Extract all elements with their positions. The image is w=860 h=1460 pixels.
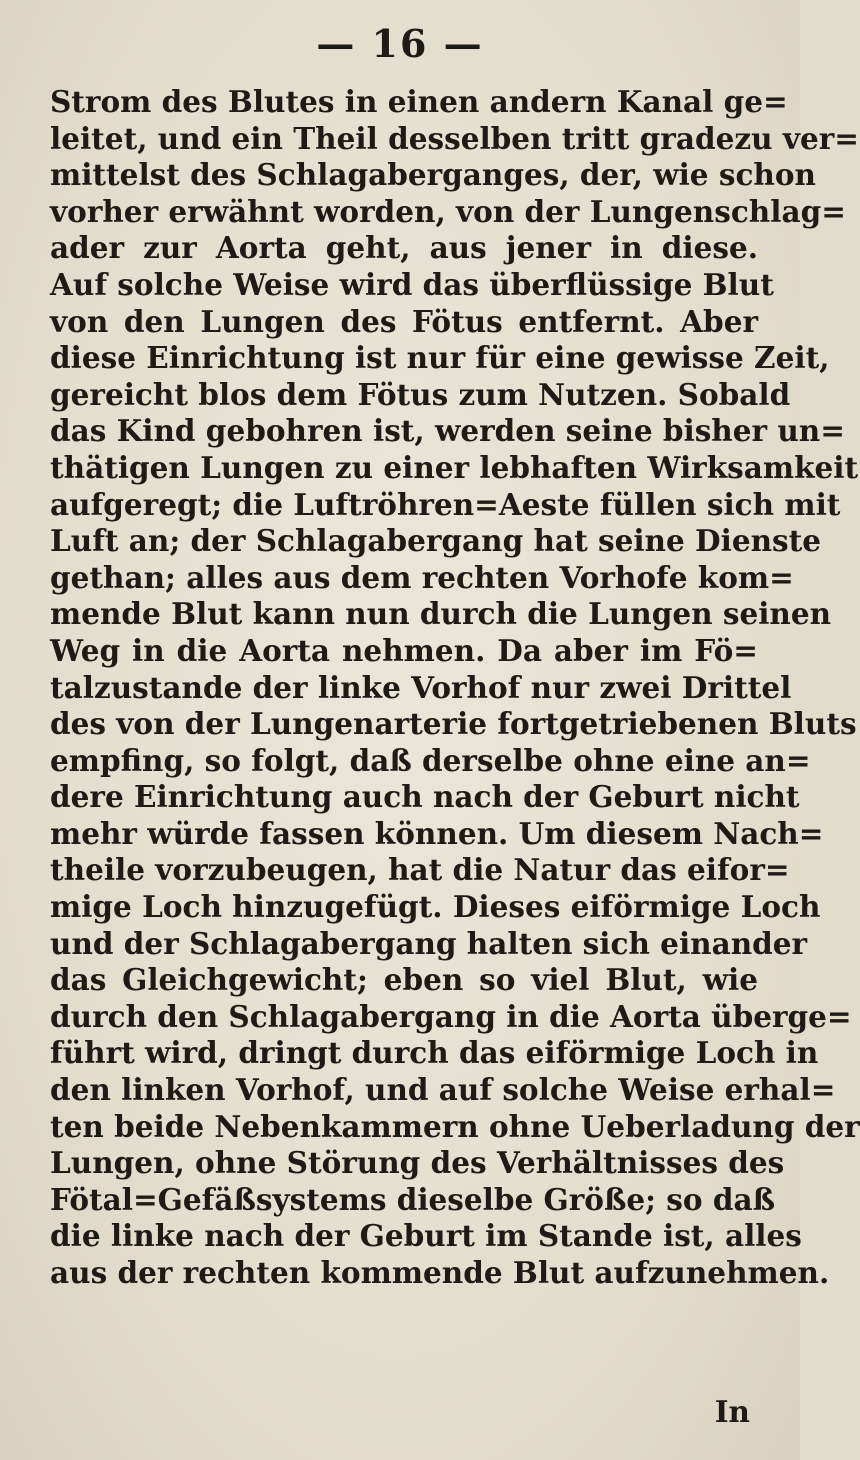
text-line: aufgeregt; die Luftröhren=Aeste füllen sich mit xyxy=(50,486,841,522)
text-line: mende Blut kann nun durch die Lungen seinen xyxy=(50,596,832,632)
text-line: Lungen, ohne Störung des Verhältnisses des xyxy=(50,1145,785,1181)
text-line: talzustande der linke Vorhof nur zwei Drittel xyxy=(50,669,792,705)
text-line: gethan; alles aus dem rechten Vorhofe kom= xyxy=(50,559,794,595)
text-line: empfing, so folgt, daß derselbe ohne eine an= xyxy=(50,742,811,778)
text-line: thätigen Lungen zu einer lebhaften Wirksamkeit xyxy=(50,449,859,485)
text-line: dere Einrichtung auch nach der Geburt nicht xyxy=(50,779,800,815)
text-line: die linke nach der Geburt im Stande ist, alles xyxy=(50,1218,802,1254)
text-line: Luft an; der Schlagabergang hat seine Dienste xyxy=(50,523,822,559)
text-line: mehr würde fassen können. Um diesem Nach= xyxy=(50,815,824,851)
text-line: vorher erwähnt worden, von der Lungenschlag= xyxy=(50,193,846,229)
text-line: durch den Schlagabergang in die Aorta überge= xyxy=(50,998,852,1034)
text-line: das Kind gebohren ist, werden seine bisher un= xyxy=(50,413,845,449)
text-line: mige Loch hinzugefügt. Dieses eiförmige Loch xyxy=(50,889,821,925)
text-line: von den Lungen des Fötus entfernt. Aber xyxy=(50,303,758,339)
text-line: führt wird, dringt durch das eiförmige Loch in xyxy=(50,1035,819,1071)
text-line: des von der Lungenarterie fortgetriebenen Bluts xyxy=(50,706,857,742)
text-line: aus der rechten kommende Blut aufzunehmen. xyxy=(50,1255,830,1290)
page-number: — 16 — xyxy=(316,21,484,66)
text-line: und der Schlagabergang halten sich einander xyxy=(50,925,808,961)
text-line: Auf solche Weise wird das überflüssige Blut xyxy=(50,266,774,302)
body-text xyxy=(50,84,860,1292)
text-line: leitet, und ein Theil desselben tritt gradezu ver= xyxy=(50,120,860,156)
text-line: Fötal=Gefäßsystems dieselbe Größe; so daß xyxy=(50,1181,776,1217)
text-line: ten beide Nebenkammern ohne Ueberladung der xyxy=(50,1108,860,1144)
text-line: gereicht blos dem Fötus zum Nutzen. Sobald xyxy=(50,376,791,412)
catchword: In xyxy=(714,1394,750,1429)
text-line: theile vorzubeugen, hat die Natur das eifor= xyxy=(50,852,790,888)
text-line: das Gleichgewicht; eben so viel Blut, wie xyxy=(50,962,758,998)
text-line: Strom des Blutes in einen andern Kanal ge= xyxy=(50,84,788,119)
text-line: mittelst des Schlagaberganges, der, wie schon xyxy=(50,157,816,193)
text-line: den linken Vorhof, und auf solche Weise erhal= xyxy=(50,1072,836,1108)
text-line: diese Einrichtung ist nur für eine gewisse Zeit, xyxy=(50,340,830,376)
text-line: Weg in die Aorta nehmen. Da aber im Fö= xyxy=(50,632,758,668)
text-line: ader zur Aorta geht, aus jener in diese. xyxy=(50,230,758,266)
